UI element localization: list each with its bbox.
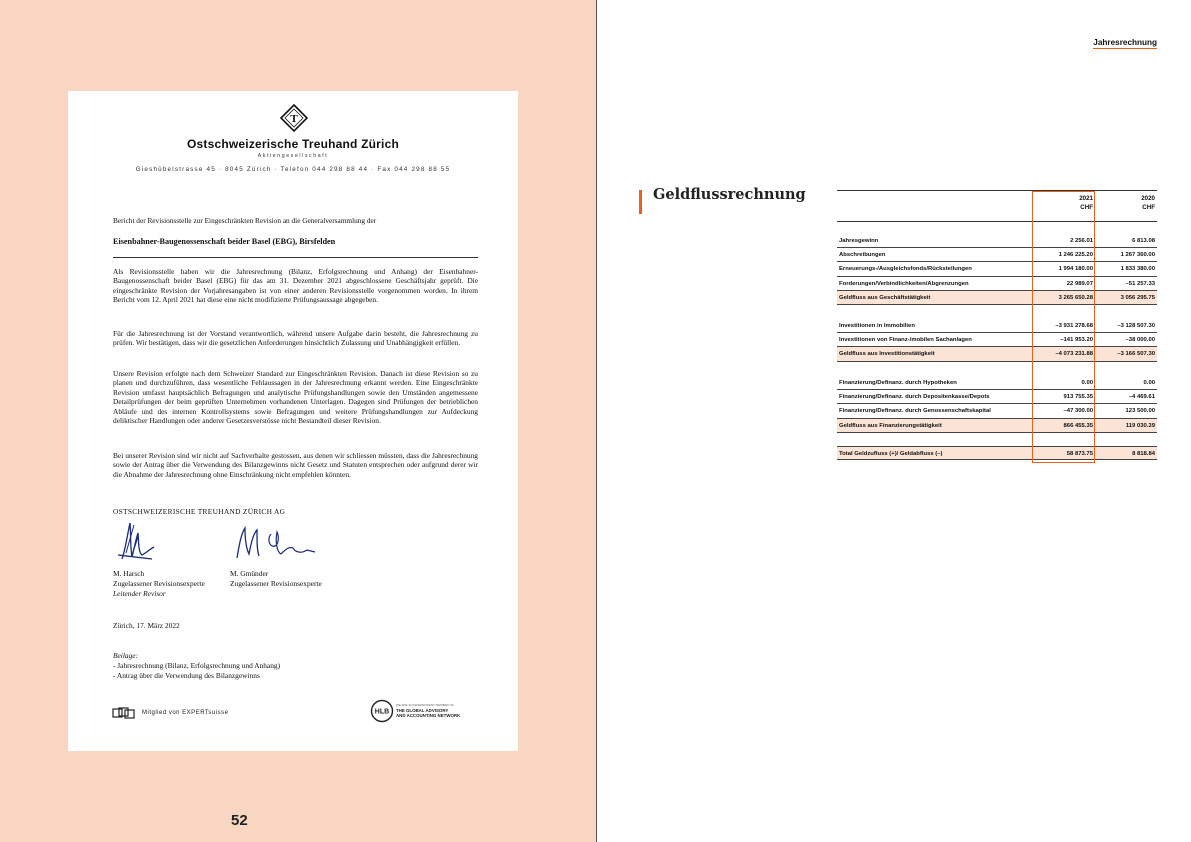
hlb-line: THE GLOBAL ADVISORY	[396, 708, 449, 714]
signature-gmuender	[231, 524, 317, 564]
table-row	[837, 262, 1157, 276]
value-2020: –4 469.61	[1128, 394, 1155, 401]
value-2021: 22 989.07	[1066, 280, 1093, 287]
row-label: Geldfluss aus Finanzierungstätigkeit	[839, 422, 942, 429]
row-label: Jahresgewinn	[839, 238, 879, 244]
letter-heading: Bericht der Revisionsstelle zur Eingeschränkten Revision an die Generalversammlung der	[113, 216, 377, 225]
letter-paragraph: Bei unserer Revision sind wir nicht auf Sachverhalte gestossen, aus denen wir schliessen müssten, dass die Jahresrechnung sowie der Antrag über die Verwendung des Bilanzgewinns nicht Gesetz und Statuten entsprechen oder aufgrund derer wir die Abnahme der Jahresrechnung ohne Einschränkung nicht empfehlen könnten.	[113, 451, 478, 479]
value-2021: 2 256.01	[1070, 238, 1093, 244]
hlb-logo-text: HLB	[374, 708, 390, 716]
row-label: Finanzierung/Definanz. durch Depositenkasse/Depots	[839, 394, 990, 401]
subtotal-row	[837, 419, 1157, 433]
attachment-item: - Jahresrechnung (Bilanz, Erfolgsrechnung und Anhang)	[113, 661, 281, 671]
value-2021: –141 953.20	[1060, 337, 1093, 344]
hlb-tagline: WE ARE AN INDEPENDENT MEMBER OF	[396, 703, 454, 707]
title-accent-bar	[639, 190, 642, 214]
table-row	[837, 390, 1157, 404]
table-row	[837, 376, 1157, 390]
hlb-text	[396, 703, 460, 719]
row-label: Investitionen in Immobilien	[839, 323, 915, 329]
attachments	[113, 651, 280, 682]
letter-company: Eisenbahner-Baugenossenschaft beider Basel (EBG), Birsfelden	[113, 237, 336, 246]
firm-address: Gieshübelstrasse 45 · 8045 Zürich · Telefon 044 298 88 44 · Fax 044 298 88 55	[135, 166, 451, 173]
value-2020: –3 166 507.30	[1117, 351, 1155, 358]
value-2021: 0.00	[1081, 380, 1093, 386]
signer-gmuender	[230, 569, 322, 589]
signer-harsch	[113, 569, 205, 599]
value-2020: 1 833 380.00	[1120, 266, 1155, 273]
value-2020: –51 257.33	[1125, 280, 1155, 287]
value-2020: 3 056 295.75	[1120, 294, 1155, 301]
signer-title: Zugelassener Revisionsexperte	[230, 579, 322, 588]
letter-paragraph: Unsere Revision erfolgte nach dem Schweizer Standard zur Eingeschränkten Revision. Danach ist diese Revision so zu planen und durchzuführen, dass wesentliche Fehlaussagen in der Jahresrechnung erkannt werden. Eine Eingeschränkte Revision umfasst hauptsächlich Befragungen und analytische Prüfungshandlungen sowie den Umständen angemessene Detailprüfungen der beim geprüften Unternehmen vorhandenen Unterlagen. Dagegen sind Prüfungen der betrieblichen Abläufe und des internen Kontrollsystems sowie Befragungen und weitere Prüfungshandlungen zur Aufdeckung deliktischer Handlungen oder anderer Gesetzesverstösse nicht Bestandteil dieser Revision.	[113, 369, 478, 426]
column-unit: CHF	[1142, 204, 1155, 211]
table-row	[837, 277, 1157, 291]
column-unit: CHF	[1080, 204, 1093, 211]
signer-name: M. Harsch	[113, 569, 145, 578]
table-row	[837, 319, 1157, 333]
attachment-item: - Antrag über die Verwendung des Bilanzgewinns	[113, 671, 260, 681]
member-text: Mitglied von EXPERTsuisse	[142, 710, 229, 716]
firm-logo-letter: T	[290, 113, 298, 125]
hlb-logo-icon	[370, 699, 394, 723]
page-number: 52	[231, 812, 248, 829]
value-2020: 8 818.84	[1132, 451, 1155, 457]
row-label: Total Geldzufluss (+)/ Geldabfluss (–)	[839, 451, 943, 457]
expertsuisse-icon	[112, 707, 136, 719]
attachments-title: Beilage:	[113, 651, 139, 660]
hlb-line: AND ACCOUNTING NETWORK	[396, 713, 461, 719]
value-2020: 1 267 360.00	[1120, 252, 1155, 259]
value-2021: 1 994 180.00	[1058, 266, 1093, 273]
signer-title: Zugelassener Revisionsexperte	[113, 579, 205, 588]
row-label: Abschreibungen	[839, 252, 886, 259]
signer-role: Leitender Revisor	[113, 589, 166, 598]
firm-subtitle: Aktiengesellschaft	[257, 153, 329, 159]
row-label: Geldfluss aus Geschäftstätigkeit	[839, 294, 931, 301]
firm-name: Ostschweizerische Treuhand Zürich	[187, 137, 399, 151]
signature-harsch	[112, 519, 158, 563]
value-2020: 123 500.00	[1125, 408, 1155, 415]
value-2021: 1 246 225.20	[1058, 252, 1093, 259]
section-label: Jahresrechnung	[1093, 38, 1157, 47]
column-year: 2020	[1141, 195, 1155, 202]
audit-letter	[68, 91, 518, 751]
letter-divider	[113, 257, 478, 258]
place-date: Zürich, 17. März 2022	[113, 621, 180, 630]
value-2021: 913 755.35	[1063, 394, 1093, 401]
table-row	[837, 333, 1157, 347]
value-2020: 6 813.08	[1132, 238, 1155, 244]
table-row	[837, 404, 1157, 418]
firm-logo-icon	[280, 104, 308, 132]
column-header-2021	[1033, 194, 1093, 212]
value-2021: –4 073 231.88	[1055, 351, 1093, 358]
table-header-rule	[837, 221, 1157, 222]
table-top-rule	[837, 190, 1157, 191]
row-label: Investitionen von Finanz-/mobilen Sachanlagen	[839, 337, 972, 344]
subtotal-row	[837, 291, 1157, 305]
value-2020: 119 030.39	[1125, 422, 1155, 429]
letter-paragraph: Als Revisionsstelle haben wir die Jahresrechnung (Bilanz, Erfolgsrechnung und Anhang) der Eisenbahner-Baugenossenschaft beider Basel (EBG) für das am 31. Dezember 2021 abgeschlossene Geschäftsjahr geprüft. Die eingeschränkte Revision der Vorjahresangaben ist von einer anderen Revisionsstelle vorgenommen worden. In ihrem Bericht vom 12. April 2021 hat diese eine nicht modifizierte Prüfungsaussage abgegeben.	[113, 267, 478, 305]
value-2021: 3 265 650.28	[1058, 294, 1093, 301]
value-2020: –38 000.00	[1125, 337, 1155, 344]
value-2021: 866 455.35	[1063, 422, 1093, 429]
row-label: Finanzierung/Definanz. durch Hypotheken	[839, 380, 957, 386]
table-row	[837, 234, 1157, 248]
closing-firm: OSTSCHWEIZERISCHE TREUHAND ZÜRICH AG	[113, 507, 286, 516]
column-header-2020	[1093, 194, 1155, 212]
row-label: Erneuerungs-/Ausgleichsfonds/Rückstellungen	[839, 266, 972, 273]
value-2021: 58 873.75	[1066, 451, 1093, 457]
row-label: Finanzierung/Definanz. durch Genossenschaftskapital	[839, 408, 991, 415]
value-2020: 0.00	[1143, 380, 1155, 386]
page-title: Geldflussrechnung	[653, 186, 806, 203]
total-row	[837, 446, 1157, 460]
right-page	[596, 0, 1191, 842]
signer-name: M. Gmünder	[230, 569, 269, 578]
row-label: Forderungen/Verbindlichkeiten/Abgrenzungen	[839, 280, 969, 287]
table-row	[837, 248, 1157, 262]
value-2021: –47 300.00	[1063, 408, 1093, 415]
subtotal-row	[837, 347, 1157, 361]
value-2020: –3 128 507.30	[1117, 323, 1155, 329]
row-label: Geldfluss aus Investitionstätigkeit	[839, 351, 935, 358]
value-2021: –3 931 278.68	[1055, 323, 1093, 329]
letter-paragraph: Für die Jahresrechnung ist der Vorstand verantwortlich, während unsere Aufgabe darin besteht, die Jahresrechnung zu prüfen. Wir bestätigen, dass wir die gesetzlichen Anforderungen hinsichtlich Zulassung und Unabhängigkeit erfüllen.	[113, 329, 478, 348]
column-year: 2021	[1079, 195, 1093, 202]
